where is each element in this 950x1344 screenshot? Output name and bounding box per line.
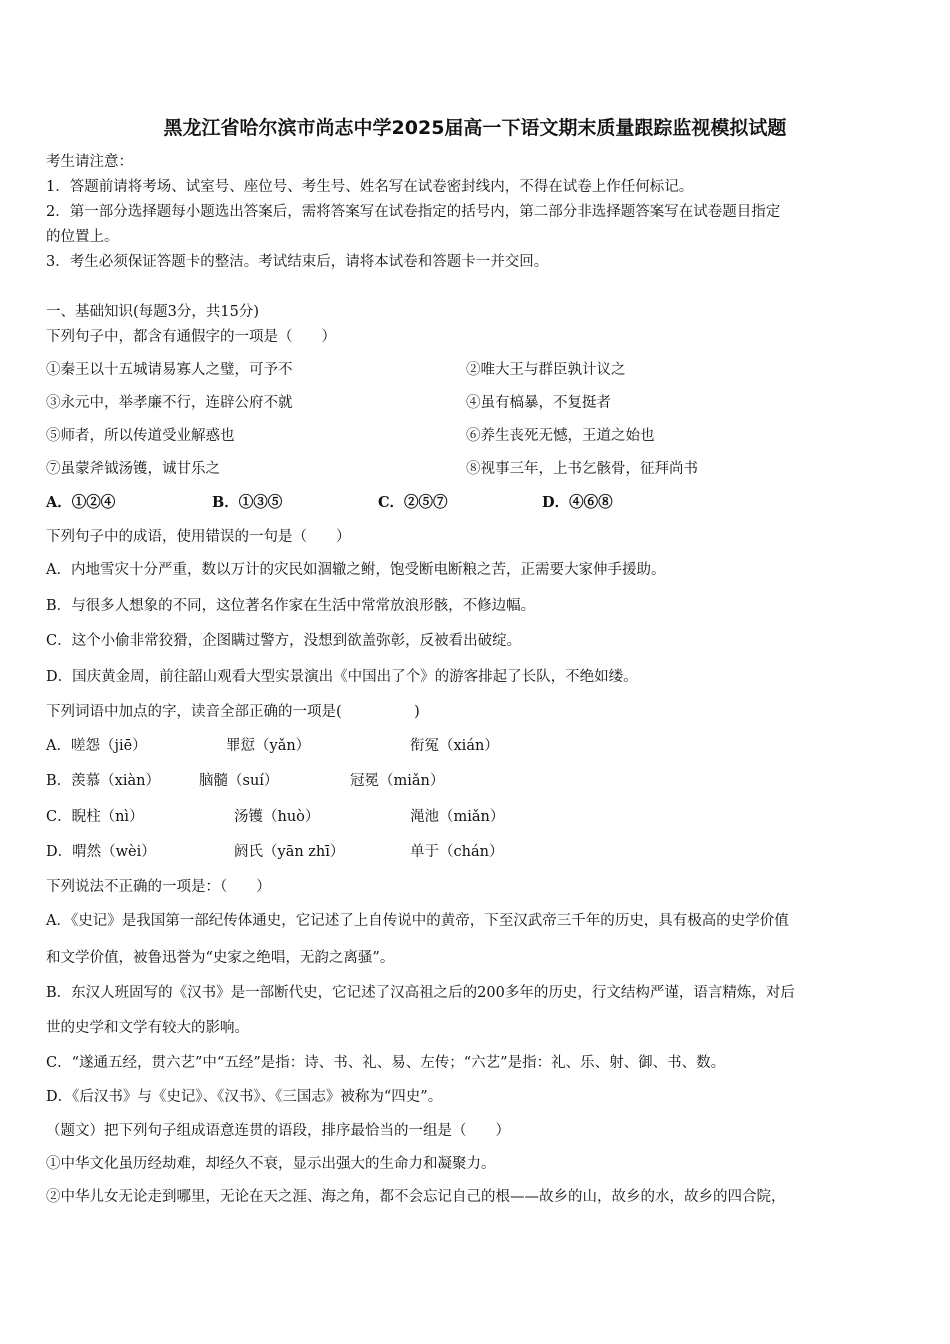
q1-stem: 下列句子中，都含有通假字的一项是（ ） bbox=[46, 329, 336, 345]
q3-option-d-word1: D．喟然（wèi） bbox=[46, 844, 156, 860]
q5-line: ②中华儿女无论走到哪里，无论在天之涯、海之角，都不会忘记自己的根——故乡的山，故乡的水，故乡的四合院， bbox=[46, 1189, 786, 1205]
exam-title: 黑龙江省哈尔滨市尚志中学2025届高一下语文期末质量跟踪监视模拟试题 bbox=[163, 117, 787, 139]
notice-item: 2．第一部分选择题每小题选出答案后，需将答案写在试卷指定的括号内，第二部分非选择题答案写在试卷题目指定 bbox=[46, 204, 781, 220]
q3-stem: 下列词语中加点的字，读音全部正确的一项是( ) bbox=[46, 704, 420, 720]
q3-option-b-word3: 冠冕（miǎn） bbox=[350, 773, 445, 789]
q1-sentence: ⑤师者，所以传道受业解惑也 bbox=[46, 428, 235, 444]
q1-sentence: ⑦虽蒙斧钺汤镬，诚甘乐之 bbox=[46, 461, 220, 477]
q4-line: A．《史记》是我国第一部纪传体通史，它记述了上自传说中的黄帝，下至汉武帝三千年的历史，具有极高的史学价值 bbox=[46, 913, 789, 929]
q2-option-d: D．国庆黄金周，前往韶山观看大型实景演出《中国出了个》的游客排起了长队，不绝如缕。 bbox=[46, 669, 638, 685]
q3-option-a-word1: A．嗟怨（jiē） bbox=[46, 738, 147, 754]
q3-option-b-word2: 脑髓（suí） bbox=[199, 773, 279, 789]
q3-option-d-word3: 单于（chán） bbox=[410, 844, 504, 860]
q4-line: 和文学价值，被鲁迅誉为“史家之绝唱，无韵之离骚”。 bbox=[46, 950, 395, 966]
q1-sentence: ③永元中，举孝廉不行，连辟公府不就 bbox=[46, 395, 293, 411]
q4-line: 世的史学和文学有较大的影响。 bbox=[46, 1020, 249, 1036]
q4-line: B．东汉人班固写的《汉书》是一部断代史，它记述了汉高祖之后的200多年的历史，行文结构严谨，语言精炼，对后 bbox=[46, 985, 795, 1001]
notice-item: 3．考生必须保证答题卡的整洁。考试结束后，请将本试卷和答题卡一并交回。 bbox=[46, 254, 549, 270]
q1-sentence: ①秦王以十五城请易寡人之璧，可予不 bbox=[46, 362, 293, 378]
q2-option-c: C．这个小偷非常狡猾，企图瞒过警方，没想到欲盖弥彰，反被看出破绽。 bbox=[46, 633, 522, 649]
q3-option-a-word2: 罪愆（yǎn） bbox=[226, 738, 311, 754]
q2-option-a: A．内地雪灾十分严重，数以万计的灾民如涸辙之鲋，饱受断电断粮之苦，正需要大家伸手援助。 bbox=[46, 562, 666, 578]
notice-item: 1．答题前请将考场、试室号、座位号、考生号、姓名写在试卷密封线内，不得在试卷上作任何标记。 bbox=[46, 179, 694, 195]
notice-heading: 考生请注意： bbox=[46, 154, 133, 170]
q4-line: D．《后汉书》与《史记》、《汉书》、《三国志》被称为“四史”。 bbox=[46, 1089, 443, 1105]
q1-option-a: A．①②④ bbox=[46, 494, 116, 511]
q1-sentence: ⑥养生丧死无憾，王道之始也 bbox=[466, 428, 655, 444]
q3-option-c-word2: 汤镬（huò） bbox=[234, 809, 320, 825]
q3-option-c-word3: 渑池（miǎn） bbox=[410, 809, 505, 825]
q1-option-c: C．②⑤⑦ bbox=[378, 494, 448, 511]
q2-stem: 下列句子中的成语，使用错误的一句是（ ） bbox=[46, 529, 351, 545]
q3-option-b-word1: B．羡慕（xiàn） bbox=[46, 773, 160, 789]
q5-line: ①中华文化虽历经劫难，却经久不衰，显示出强大的生命力和凝聚力。 bbox=[46, 1156, 496, 1172]
q1-sentence: ②唯大王与群臣孰计议之 bbox=[466, 362, 626, 378]
notice-item: 的位置上。 bbox=[46, 229, 119, 245]
q4-line: C．“遂通五经，贯六艺”中“五经”是指：诗、书、礼、易、左传；“六艺”是指：礼、乐、射、御、书、数。 bbox=[46, 1055, 726, 1071]
q2-option-b: B．与很多人想象的不同，这位著名作家在生活中常常放浪形骸，不修边幅。 bbox=[46, 598, 536, 614]
q3-option-a-word3: 衔冤（xián） bbox=[410, 738, 499, 754]
q4-stem: 下列说法不正确的一项是：（ ） bbox=[46, 879, 271, 895]
q3-option-d-word2: 阏氏（yān zhī） bbox=[234, 844, 345, 860]
q1-option-b: B．①③⑤ bbox=[212, 494, 283, 511]
section-heading: 一、基础知识(每题3分，共15分) bbox=[46, 304, 259, 320]
q3-option-c-word1: C．睨柱（nì） bbox=[46, 809, 144, 825]
q1-option-d: D．④⑥⑧ bbox=[542, 494, 613, 511]
q1-sentence: ⑧视事三年，上书乞骸骨，征拜尚书 bbox=[466, 461, 698, 477]
q1-sentence: ④虽有槁暴，不复挺者 bbox=[466, 395, 611, 411]
q5-stem: （题文）把下列句子组成语意连贯的语段，排序最恰当的一组是（ ） bbox=[46, 1123, 510, 1139]
